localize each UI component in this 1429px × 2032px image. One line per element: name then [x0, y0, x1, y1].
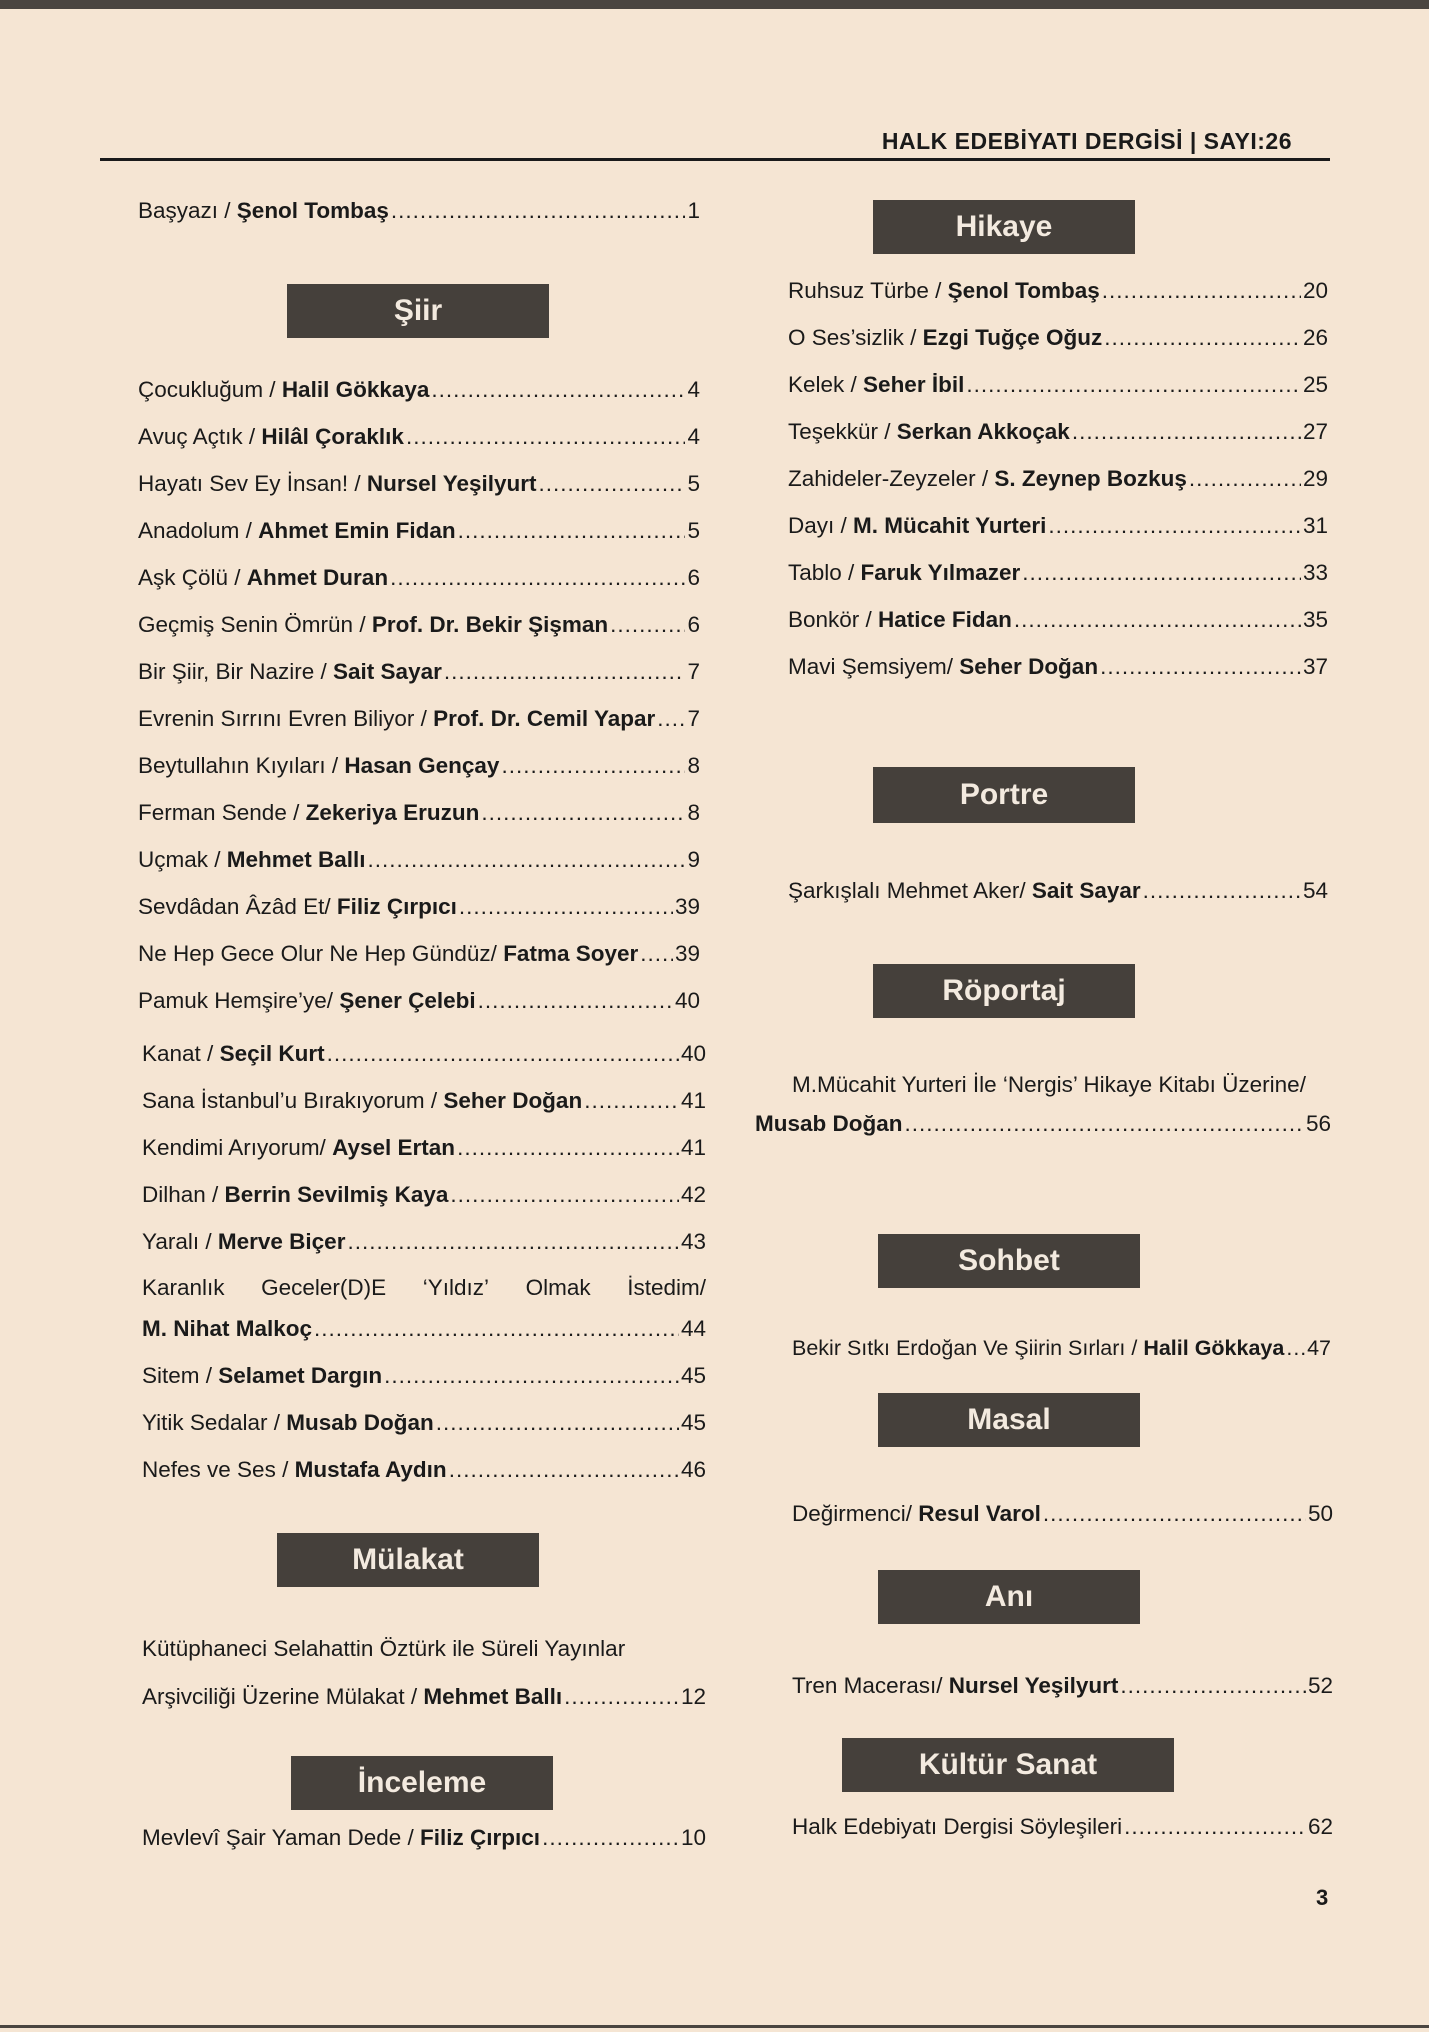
entry-title: Mevlevî Şair Yaman Dede / [142, 1825, 421, 1850]
toc-entry[interactable] [788, 607, 1328, 633]
entry-page: 35 [1302, 607, 1328, 632]
toc-entry[interactable] [142, 1041, 706, 1067]
entry-title: Uçmak / [138, 847, 227, 872]
toc-entry-long[interactable] [142, 1316, 706, 1342]
page-header [100, 122, 1330, 161]
entry-page: 42 [680, 1182, 706, 1207]
leader-dots [501, 753, 685, 779]
entry-title: Kendimi Arıyorum/ [142, 1135, 333, 1160]
entry-author: Aysel Ertan [332, 1135, 456, 1160]
toc-entry[interactable] [788, 466, 1328, 492]
entry-author: Nursel Yeşilyurt [948, 1673, 1119, 1698]
entry-title: Tablo / [788, 560, 861, 585]
section-header-sohbet: Sohbet [878, 1234, 1140, 1288]
entry-title: Bekir Sıtkı Erdoğan Ve Şiirin Sırları / [792, 1336, 1144, 1360]
entry-author: Filiz Çırpıcı [420, 1825, 541, 1850]
leader-dots [1102, 278, 1301, 304]
section-header-roportaj: Röportaj [873, 964, 1135, 1018]
entry-author: Filiz Çırpıcı [336, 894, 457, 919]
entry-title: Sana İstanbul’u Bırakıyorum / [142, 1088, 444, 1113]
leader-dots [1014, 607, 1301, 633]
mulakat-line1: Kütüphaneci Selahattin Öztürk ile Süreli Yayınlar [142, 1636, 626, 1661]
entry-title: Halk Edebiyatı Dergisi Söyleşileri [792, 1814, 1123, 1839]
entry-page: 62 [1307, 1814, 1333, 1839]
entry-title: Başyazı / [138, 198, 237, 223]
entry-title: Mavi Şemsiyem/ [788, 654, 960, 679]
leader-dots [406, 424, 686, 450]
entry-author: Şenol Tombaş [947, 278, 1100, 303]
leader-dots [459, 894, 673, 920]
leader-dots [584, 1088, 679, 1114]
toc-entry[interactable] [788, 654, 1328, 680]
toc-entry-sohbet[interactable] [792, 1336, 1331, 1361]
entry-page: 12 [680, 1684, 706, 1709]
entry-title: Ne Hep Gece Olur Ne Hep Gündüz/ [138, 941, 504, 966]
entry-page: 54 [1302, 878, 1328, 903]
roportaj-line1: M.Mücahit Yurteri İle ‘Nergis’ Hikaye Kitabı Üzerine/ [792, 1072, 1306, 1097]
entry-title-word: Olmak [525, 1275, 591, 1300]
entry-title: Avuç Açtık / [138, 424, 262, 449]
entry-page: 29 [1302, 466, 1328, 491]
section-header-kultur-sanat: Kültür Sanat [842, 1738, 1174, 1792]
entry-page: 10 [680, 1825, 706, 1850]
leader-dots [657, 706, 685, 732]
entry-author: Seher İbil [863, 372, 965, 397]
leader-dots [1143, 878, 1301, 904]
leader-dots [1120, 1673, 1306, 1699]
leader-dots [390, 565, 685, 591]
toc-entry-portre[interactable] [788, 878, 1328, 904]
entry-author: Halil Gökkaya [281, 377, 430, 402]
entry-title: Bir Şiir, Bir Nazire / [138, 659, 334, 684]
leader-dots [458, 518, 686, 544]
entry-author: Berrin Sevilmiş Kaya [224, 1182, 449, 1207]
entry-title: Sitem / [142, 1363, 219, 1388]
leader-dots [314, 1316, 679, 1342]
entry-author: Musab Doğan [286, 1410, 434, 1435]
top-border [0, 0, 1429, 9]
entry-page: 26 [1302, 325, 1328, 350]
toc-entry[interactable] [142, 1457, 706, 1483]
leader-dots [368, 847, 686, 873]
entry-page: 37 [1302, 654, 1328, 679]
entry-title: Sevdâdan Âzâd Et/ [138, 894, 337, 919]
entry-title: Dayı / [788, 513, 854, 538]
entry-title: Değirmenci/ [792, 1501, 919, 1526]
entry-title: Kanat / [142, 1041, 220, 1066]
entry-page: 43 [680, 1229, 706, 1254]
entry-author: Hilâl Çoraklık [261, 424, 404, 449]
leader-dots [1124, 1814, 1306, 1840]
toc-entry[interactable] [138, 471, 700, 497]
entry-page: 31 [1302, 513, 1328, 538]
entry-title: Şarkışlalı Mehmet Aker/ [788, 878, 1032, 903]
toc-entry[interactable] [788, 325, 1328, 351]
section-header-portre: Portre [873, 767, 1135, 823]
leader-dots [391, 198, 686, 224]
toc-entry[interactable] [142, 1229, 706, 1255]
entry-title: Geçmiş Senin Ömrün / [138, 612, 372, 637]
toc-entry[interactable] [138, 424, 700, 450]
leader-dots [1048, 513, 1301, 539]
leader-dots [327, 1041, 679, 1067]
entry-title: Ferman Sende / [138, 800, 306, 825]
toc-entry[interactable] [142, 1363, 706, 1389]
entry-page: 41 [680, 1135, 706, 1160]
entry-author: Nursel Yeşilyurt [366, 471, 537, 496]
section-header-ani: Anı [878, 1570, 1140, 1624]
page-number: 3 [1316, 1885, 1329, 1910]
leader-dots [542, 1825, 679, 1851]
entry-author: Seçil Kurt [219, 1041, 325, 1066]
leader-dots [539, 471, 686, 497]
toc-entry[interactable] [138, 753, 700, 779]
entry-title: Beytullahın Kıyıları / [138, 753, 345, 778]
entry-author: Resul Varol [918, 1501, 1041, 1526]
entry-author: Seher Doğan [443, 1088, 583, 1113]
entry-page: 46 [680, 1457, 706, 1482]
toc-entry-mulakat[interactable] [142, 1684, 706, 1710]
entry-title: Dilhan / [142, 1182, 225, 1207]
entry-title-word: Karanlık [142, 1275, 225, 1300]
toc-entry[interactable] [788, 278, 1328, 304]
toc-entry-long-line1[interactable] [142, 1275, 706, 1301]
entry-title: Tren Macerası/ [792, 1673, 949, 1698]
entry-page: 7 [687, 659, 700, 684]
entry-title: Ruhsuz Türbe / [788, 278, 948, 303]
entry-title: Anadolum / [138, 518, 259, 543]
leader-dots [450, 1182, 679, 1208]
leader-dots [610, 612, 685, 638]
entry-page: 52 [1307, 1673, 1333, 1698]
section-header-inceleme: İnceleme [291, 1756, 553, 1810]
entry-page: 5 [687, 518, 700, 543]
entry-author: M. Nihat Malkoç [142, 1316, 313, 1341]
leader-dots [1104, 325, 1301, 351]
entry-author: Ezgi Tuğçe Oğuz [922, 325, 1103, 350]
entry-page: 39 [674, 894, 700, 919]
toc-entry[interactable] [142, 1410, 706, 1436]
entry-page: 39 [674, 941, 700, 966]
entry-title: Pamuk Hemşire’ye/ [138, 988, 340, 1013]
entry-page: 8 [687, 753, 700, 778]
entry-page: 41 [680, 1088, 706, 1113]
entry-page: 9 [687, 847, 700, 872]
entry-page: 7 [687, 706, 700, 731]
entry-page: 8 [687, 800, 700, 825]
entry-page: 40 [674, 988, 700, 1013]
entry-author: Sait Sayar [1031, 878, 1141, 903]
entry-title: Evrenin Sırrını Evren Biliyor / [138, 706, 434, 731]
toc-entry-inceleme[interactable] [142, 1825, 706, 1851]
leader-dots [431, 377, 685, 403]
toc-entry[interactable] [142, 1182, 706, 1208]
toc-entry[interactable] [138, 894, 700, 920]
leader-dots [1072, 419, 1301, 445]
toc-entry[interactable] [138, 941, 700, 967]
toc-entry[interactable] [138, 565, 700, 591]
toc-entry[interactable] [788, 513, 1328, 539]
section-header-siir: Şiir [287, 284, 549, 338]
entry-page: 6 [687, 612, 700, 637]
entry-page: 6 [687, 565, 700, 590]
leader-dots [1286, 1336, 1305, 1361]
leader-dots [966, 372, 1301, 398]
leader-dots [905, 1111, 1304, 1137]
entry-page: 4 [687, 377, 700, 402]
leader-dots [449, 1457, 679, 1483]
section-header-masal: Masal [878, 1393, 1140, 1447]
entry-author: Prof. Dr. Bekir Şişman [371, 612, 609, 637]
entry-author: Mehmet Ballı [226, 847, 366, 872]
entry-title: Zahideler-Zeyzeler / [788, 466, 995, 491]
toc-entry[interactable] [138, 377, 700, 403]
leader-dots [347, 1229, 679, 1255]
toc-entry-lead[interactable] [138, 198, 700, 224]
toc-entry[interactable] [138, 659, 700, 685]
leader-dots [436, 1410, 679, 1436]
toc-entry[interactable] [138, 847, 700, 873]
magazine-title: HALK EDEBİYATI DERGİSİ | SAYI:26 [881, 128, 1292, 154]
leader-dots [1189, 466, 1301, 492]
entry-author: Musab Doğan [755, 1111, 903, 1136]
entry-title-word: ‘Yıldız’ [422, 1275, 490, 1300]
leader-dots [640, 941, 673, 967]
entry-title-word: Geceler(D)E [261, 1275, 387, 1300]
entry-page: 25 [1302, 372, 1328, 397]
entry-author: Ahmet Emin Fidan [258, 518, 456, 543]
leader-dots [384, 1363, 679, 1389]
toc-entry[interactable] [138, 988, 700, 1014]
entry-page: 33 [1302, 560, 1328, 585]
entry-title: Arşivciliği Üzerine Mülakat / [142, 1684, 424, 1709]
entry-author: Merve Biçer [217, 1229, 346, 1254]
entry-author: Mustafa Aydın [294, 1457, 447, 1482]
leader-dots [444, 659, 686, 685]
entry-author: Sait Sayar [333, 659, 442, 684]
entry-title: Teşekkür / [788, 419, 897, 444]
entry-author: Mehmet Ballı [423, 1684, 563, 1709]
leader-dots [457, 1135, 679, 1161]
toc-entry-kultur[interactable] [792, 1814, 1333, 1840]
entry-page: 5 [687, 471, 700, 496]
entry-page: 27 [1302, 419, 1328, 444]
entry-author: Seher Doğan [959, 654, 1099, 679]
entry-page: 45 [680, 1410, 706, 1435]
leader-dots [1022, 560, 1301, 586]
entry-title: Çocukluğum / [138, 377, 282, 402]
toc-entry[interactable] [138, 612, 700, 638]
entry-title: Yaralı / [142, 1229, 218, 1254]
toc-entry[interactable] [788, 419, 1328, 445]
entry-page: 40 [680, 1041, 706, 1066]
entry-author: Selamet Dargın [218, 1363, 383, 1388]
entry-title-word: İstedim/ [627, 1275, 706, 1300]
leader-dots [478, 988, 673, 1014]
entry-title: Nefes ve Ses / [142, 1457, 295, 1482]
entry-author: Hatice Fidan [878, 607, 1012, 632]
entry-author: Fatma Soyer [503, 941, 639, 966]
entry-page: 1 [687, 198, 700, 223]
entry-page: 20 [1302, 278, 1328, 303]
entry-title: Yitik Sedalar / [142, 1410, 287, 1435]
entry-author: Prof. Dr. Cemil Yapar [433, 706, 656, 731]
section-header-hikaye: Hikaye [873, 200, 1135, 254]
toc-entry[interactable] [142, 1088, 706, 1114]
entry-author: Serkan Akkoçak [896, 419, 1070, 444]
entry-author: S. Zeynep Bozkuş [994, 466, 1187, 491]
bottom-border [0, 2025, 1429, 2028]
section-header-mulakat: Mülakat [277, 1533, 539, 1587]
entry-title: Aşk Çölü / [138, 565, 247, 590]
entry-page: 50 [1307, 1501, 1333, 1526]
entry-author: M. Mücahit Yurteri [853, 513, 1047, 538]
toc-entry-roportaj[interactable] [755, 1111, 1331, 1137]
toc-entry[interactable] [142, 1135, 706, 1161]
entry-title: O Ses’sizlik / [788, 325, 923, 350]
entry-author: Zekeriya Eruzun [305, 800, 480, 825]
entry-author: Ahmet Duran [246, 565, 389, 590]
entry-page: 45 [680, 1363, 706, 1388]
entry-title: Bonkör / [788, 607, 879, 632]
toc-entry-ani[interactable] [792, 1673, 1333, 1699]
toc-entry[interactable] [138, 706, 700, 732]
toc-entry[interactable] [788, 372, 1328, 398]
leader-dots [564, 1684, 679, 1710]
leader-dots [481, 800, 685, 826]
entry-page: 44 [680, 1316, 706, 1341]
entry-author: Faruk Yılmazer [860, 560, 1021, 585]
entry-title: Hayatı Sev Ey İnsan! / [138, 471, 367, 496]
entry-author: Hasan Gençay [344, 753, 500, 778]
entry-author: Şenol Tombaş [236, 198, 389, 223]
leader-dots [1043, 1501, 1306, 1527]
toc-entry-masal[interactable] [792, 1501, 1333, 1527]
toc-entry[interactable] [788, 560, 1328, 586]
entry-page: 47 [1307, 1336, 1331, 1360]
leader-dots [1100, 654, 1301, 680]
toc-entry[interactable] [138, 518, 700, 544]
entry-title: Kelek / [788, 372, 864, 397]
entry-page: 56 [1305, 1111, 1331, 1136]
entry-page: 4 [687, 424, 700, 449]
entry-author: Şener Çelebi [339, 988, 476, 1013]
entry-author: Halil Gökkaya [1143, 1336, 1285, 1360]
toc-entry[interactable] [138, 800, 700, 826]
